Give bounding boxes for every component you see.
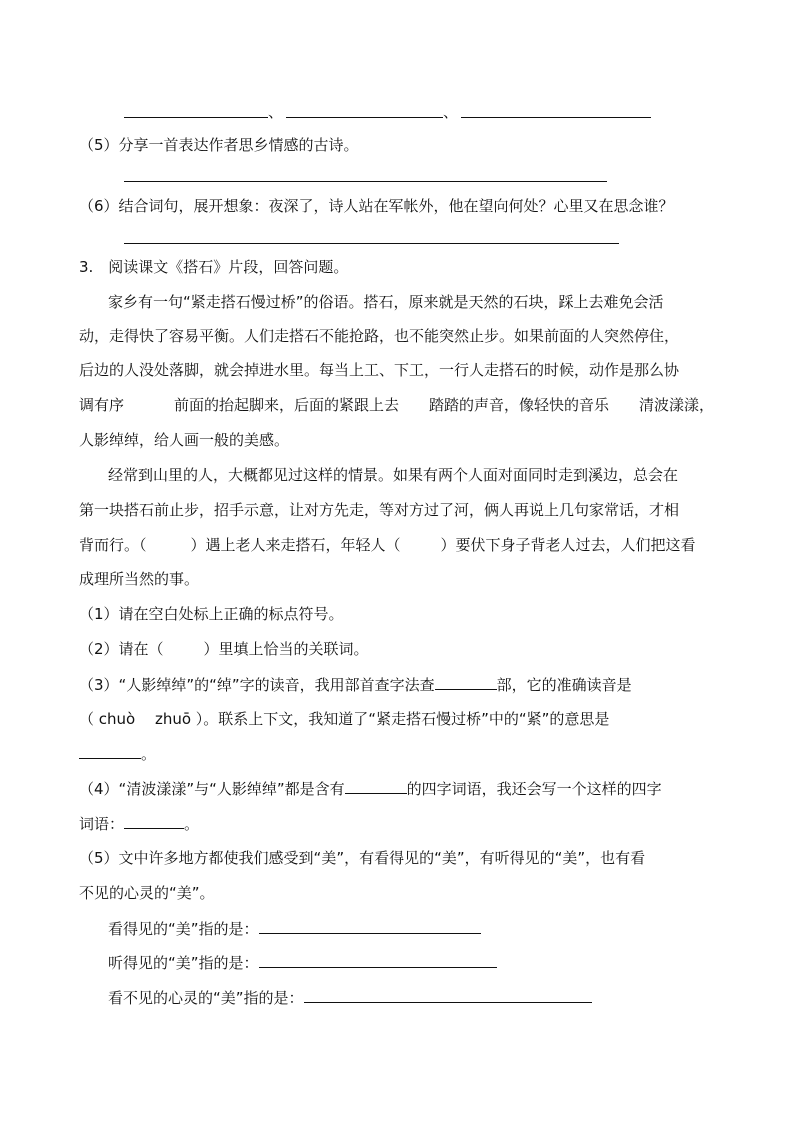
question-2-text: ）里填上恰当的关联词。 — [203, 640, 369, 658]
separator-2: 、 — [443, 103, 459, 121]
question-2 — [79, 639, 369, 659]
section-heading: 3. 阅读课文《搭石》片段，回答问题。 — [79, 258, 349, 276]
passage-line: 成理所当然的事。 — [79, 570, 200, 588]
passage-line: 第一块搭石前止步，招手示意，让对方先走，等对方过了河，俩人再说上几句家常话，才相 — [79, 501, 680, 519]
passage-line: 动，走得快了容易平衡。人们走搭石不能抢路，也不能突然止步。如果前面的人突然停住， — [79, 327, 680, 345]
passage-line-punctuation — [79, 395, 714, 415]
question-3-text: 部，它的准确读音是 — [496, 676, 632, 694]
radical-blank[interactable] — [435, 674, 497, 690]
question-4-line-2 — [79, 813, 199, 834]
answer-line-poem[interactable] — [124, 181, 607, 182]
separator-1: 、 — [268, 103, 284, 121]
passage-line: 人影绰绰，给人画一般的美感。 — [79, 431, 290, 449]
question-3-line-1 — [79, 674, 632, 695]
passage-line: 后边的人没处落脚，就会掉进水里。每当上工、下工，一行人走搭石的时候，动作是那么协 — [79, 361, 680, 379]
beauty-hear-label — [108, 952, 497, 973]
question-3-line-3 — [79, 743, 156, 764]
question-imagine: （6）结合词句，展开想象：夜深了，诗人站在军帐外，他在望向何处？心里又在思念谁？ — [79, 197, 674, 215]
passage-fragment: ）遇上老人来走搭石，年轻人（ — [190, 536, 401, 554]
passage-line: 家乡有一句“紧走搭石慢过桥”的俗语。搭石，原来就是天然的石块，踩上去难免会活 — [108, 293, 664, 311]
meaning-blank[interactable] — [79, 743, 141, 759]
beauty-see-blank[interactable] — [259, 918, 481, 934]
beauty-unseen-label — [108, 987, 592, 1008]
question-4-text: （4）“清波漾漾”与“人影绰绰”都是含有 — [79, 780, 345, 798]
passage-fragment: 清波漾漾， — [639, 396, 715, 414]
question-5-line-1: （5）文中许多地方都使我们感受到“美”，有看得见的“美”，有听得见的“美”，也有看 — [79, 849, 646, 867]
answer-blank-3[interactable] — [461, 117, 651, 118]
question-4-line-1 — [79, 778, 662, 799]
answer-blank-2[interactable] — [286, 117, 443, 118]
question-5-line-2: 不见的心灵的“美”。 — [79, 884, 215, 902]
passage-fragment: 前面的抬起脚来，后面的紧跟上去 — [174, 396, 400, 414]
question-share-poem: （5）分享一首表达作者思乡情感的古诗。 — [79, 136, 359, 154]
passage-fragment: 背而行。（ — [79, 536, 147, 554]
question-4-text: 。 — [184, 815, 200, 833]
beauty-see-text: 看得见的“美”指的是： — [108, 920, 259, 938]
question-2-text: （2）请在（ — [79, 640, 164, 658]
passage-fragment: ）要伏下身子背老人过去，人们把这看 — [440, 536, 696, 554]
question-3-text: （3）“人影绰绰”的“绰”字的读音，我用部首查字法查 — [79, 676, 435, 694]
word-type-blank[interactable] — [345, 778, 407, 794]
passage-fragment: 调有序 — [79, 396, 125, 414]
beauty-unseen-text: 看不见的心灵的“美”指的是： — [108, 989, 304, 1007]
beauty-hear-text: 听得见的“美”指的是： — [108, 954, 259, 972]
beauty-unseen-blank[interactable] — [304, 987, 592, 1003]
question-4-text: 词语： — [79, 815, 125, 833]
passage-fragment: 踏踏的声音，像轻快的音乐 — [429, 396, 610, 414]
passage-line: 经常到山里的人，大概都见过这样的情景。如果有两个人面对面同时走到溪边，总会在 — [108, 466, 679, 484]
question-1: （1）请在空白处标上正确的标点符号。 — [79, 605, 344, 623]
four-char-word-blank[interactable] — [124, 813, 184, 829]
answer-blank-1[interactable] — [124, 117, 268, 118]
beauty-hear-blank[interactable] — [259, 952, 497, 968]
answer-line-imagine[interactable] — [124, 243, 619, 244]
question-3-text: 。 — [141, 745, 157, 763]
beauty-see-label — [108, 918, 481, 939]
question-3-line-2: （ chuò zhuō ）。联系上下文，我知道了“紧走搭石慢过桥”中的“紧”的意思是 — [79, 710, 610, 728]
passage-line-conjunction — [79, 535, 696, 555]
question-4-text: 的四字词语，我还会写一个这样的四字 — [406, 780, 662, 798]
